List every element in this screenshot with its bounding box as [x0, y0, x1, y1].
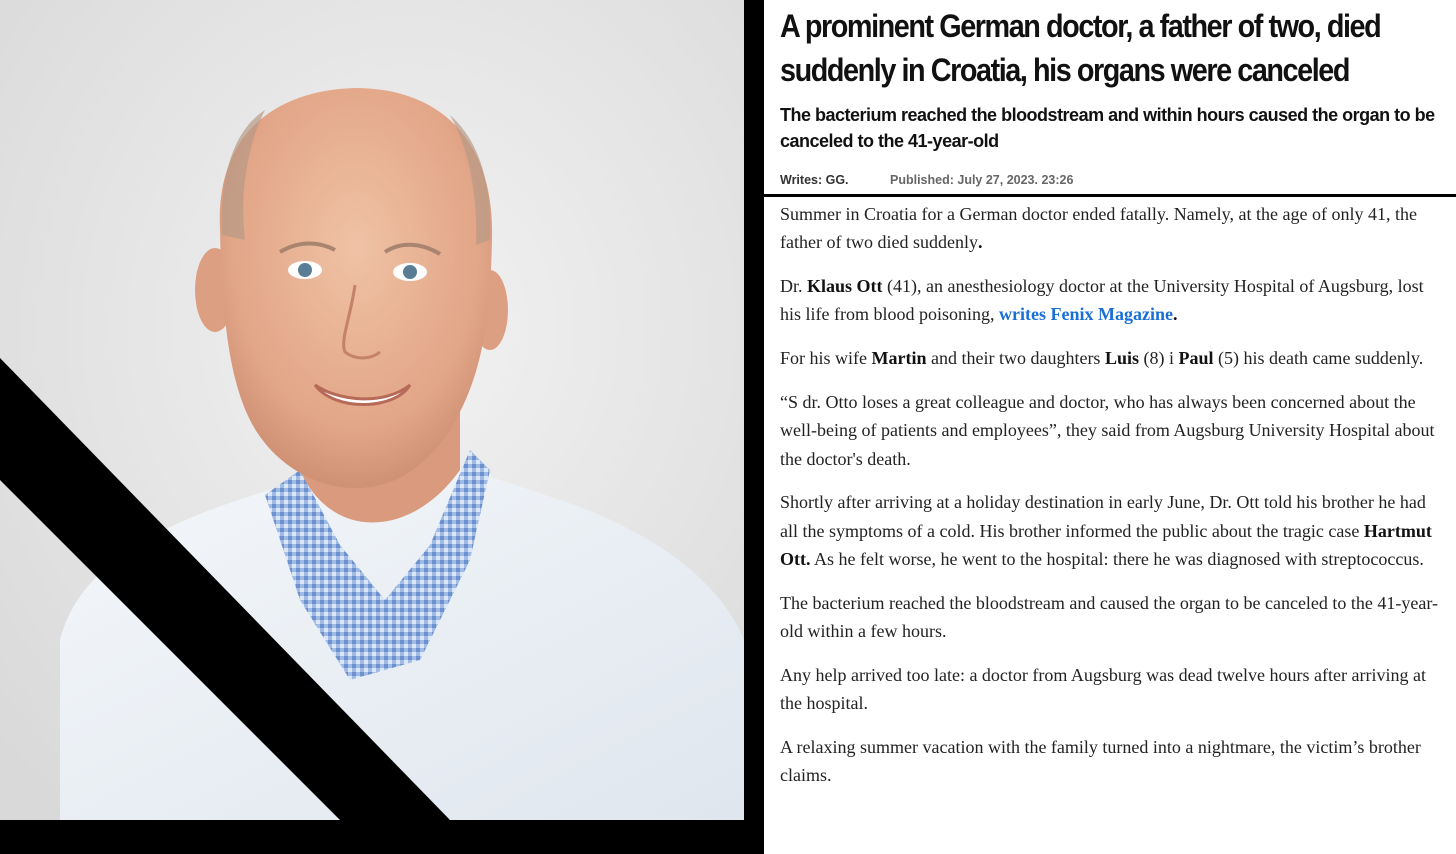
article-headline: A prominent German doctor, a father of two, died suddenly in Croatia, his organs were canceled	[780, 8, 1381, 88]
source-link[interactable]: writes Fenix Magazine	[999, 304, 1173, 325]
article-subheadline: The bacterium reached the bloodstream and within hours caused the organ to be canceled to the 41-year-old	[780, 105, 1435, 151]
brother-name: Hartmut Ott.	[780, 520, 1432, 569]
doctor-name: Klaus Ott	[807, 276, 883, 297]
news-article	[764, 0, 1456, 854]
paragraph-4: “S dr. Otto loses a great colleague and doctor, who has always been concerned about the well-being of patients and employees”, they said from Augsburg University Hospital about the doctor's death.	[780, 391, 1435, 469]
section-divider	[764, 194, 1456, 197]
paragraph-7: Any help arrived too late: a doctor from Augsburg was dead twelve hours after arriving at the hospital.	[780, 664, 1426, 714]
paragraph-8: A relaxing summer vacation with the family turned into a nightmare, the victim’s brother claims.	[780, 736, 1421, 786]
paragraph-2: Dr. Klaus Ott (41), an anesthesiology doctor at the University Hospital of Augsburg, lost his life from blood poisoning, writes Fenix Magazine.	[780, 276, 1424, 325]
author-label: Writes: GG.	[780, 173, 849, 187]
bottom-black-band	[0, 820, 757, 854]
article-body	[780, 200, 1448, 805]
paragraph-3: For his wife Martin and their two daughters Luis (8) i Paul (5) his death came suddenly.	[780, 348, 1424, 369]
published-date: Published: July 27, 2023. 23:26	[890, 173, 1074, 187]
paragraph-5: Shortly after arriving at a holiday destination in early June, Dr. Ott told his brother he had all the symptoms of a cold. His brother informed the public about the tragic case Hartmut Ott. As he felt worse, he went to the hospital: there he was diagnosed with streptococcus.	[780, 492, 1432, 569]
paragraph-6: The bacterium reached the bloodstream and caused the organ to be canceled to the 41-year-old within a few hours.	[780, 592, 1439, 642]
paragraph-1: Summer in Croatia for a German doctor ended fatally. Namely, at the age of only 41, the father of two died suddenly.	[780, 204, 1417, 253]
byline	[780, 173, 1448, 187]
